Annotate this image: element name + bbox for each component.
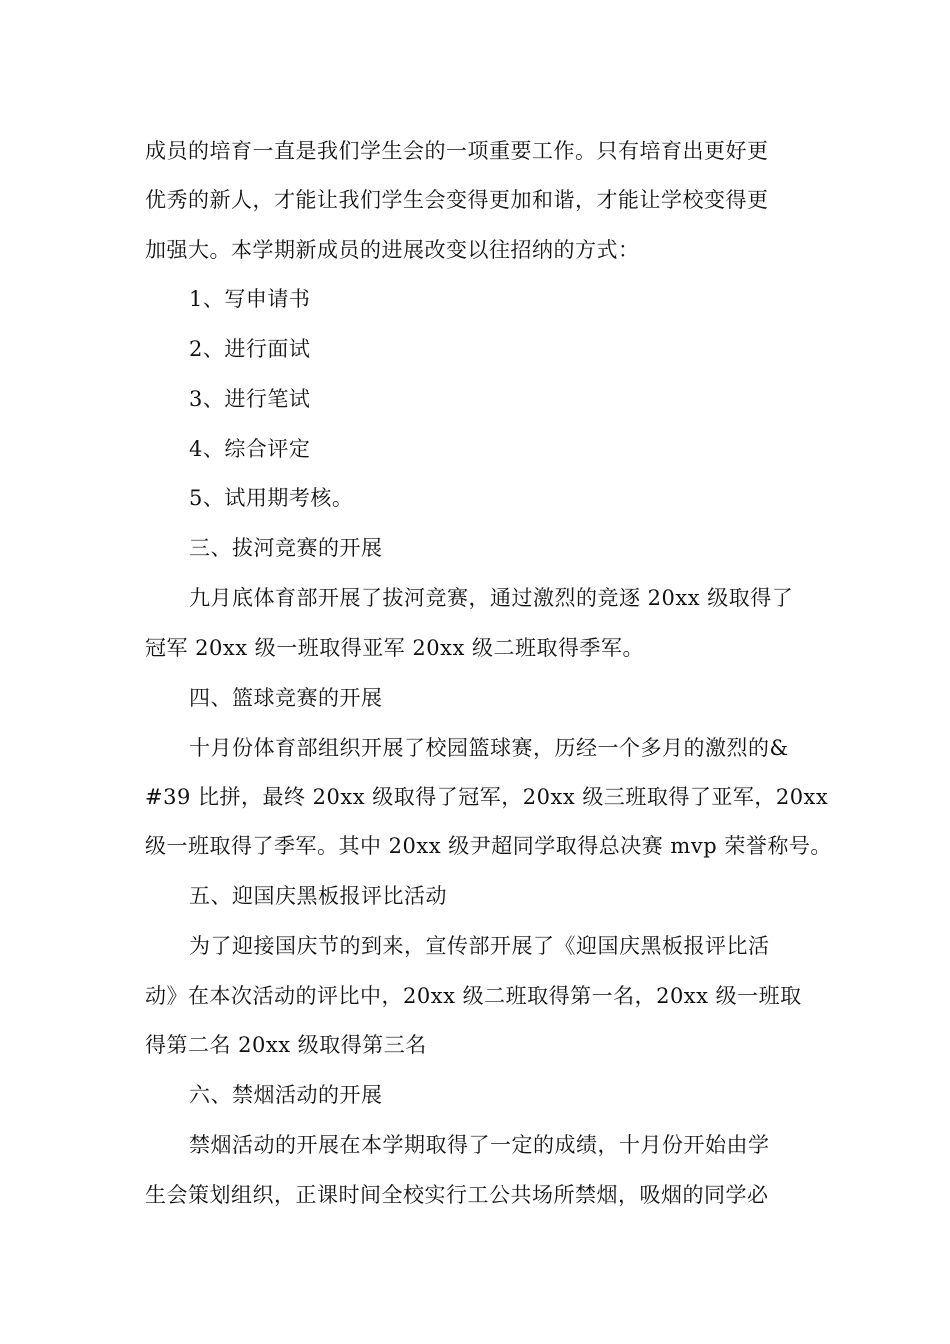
section-heading: 三、拔河竞赛的开展 bbox=[189, 536, 383, 560]
section-heading: 五、迎国庆黑板报评比活动 bbox=[189, 884, 447, 908]
section-heading: 四、篮球竞赛的开展 bbox=[189, 686, 383, 710]
paragraph-line: 十月份体育部组织开展了校园篮球赛，历经一个多月的激烈的& bbox=[189, 736, 789, 760]
paragraph-line: 九月底体育部开展了拔河竞赛，通过激烈的竞逐 20xx 级取得了 bbox=[189, 586, 794, 610]
paragraph-line: 成员的培育一直是我们学生会的一项重要工作。只有培育出更好更 bbox=[145, 139, 769, 163]
paragraph-line: 级一班取得了季军。其中 20xx 级尹超同学取得总决赛 mvp 荣誉称号。 bbox=[145, 834, 832, 858]
paragraph-line: 生会策划组织，正课时间全校实行工公共场所禁烟，吸烟的同学必 bbox=[145, 1183, 769, 1207]
paragraph-line: 为了迎接国庆节的到来，宣传部开展了《迎国庆黑板报评比活 bbox=[189, 934, 770, 958]
list-item: 5、试用期考核。 bbox=[189, 486, 354, 510]
list-item: 1、写申请书 bbox=[189, 287, 311, 311]
paragraph-line: 优秀的新人，才能让我们学生会变得更加和谐，才能让学校变得更 bbox=[145, 188, 769, 212]
list-item: 2、进行面试 bbox=[189, 337, 311, 361]
paragraph-line: 加强大。本学期新成员的进展改变以往招纳的方式： bbox=[145, 238, 640, 262]
section-heading: 六、禁烟活动的开展 bbox=[189, 1083, 383, 1107]
paragraph-line: #39 比拼，最终 20xx 级取得了冠军，20xx 级三班取得了亚军，20xx bbox=[145, 785, 829, 809]
paragraph-line: 冠军 20xx 级一班取得亚军 20xx 级二班取得季军。 bbox=[145, 636, 645, 660]
paragraph-line: 动》在本次活动的评比中，20xx 级二班取得第一名，20xx 级一班取 bbox=[145, 984, 802, 1008]
list-item: 3、进行笔试 bbox=[189, 387, 311, 411]
list-item: 4、综合评定 bbox=[189, 437, 311, 461]
paragraph-line: 得第二名 20xx 级取得第三名 bbox=[145, 1033, 427, 1057]
paragraph-line: 禁烟活动的开展在本学期取得了一定的成绩，十月份开始由学 bbox=[189, 1133, 770, 1157]
